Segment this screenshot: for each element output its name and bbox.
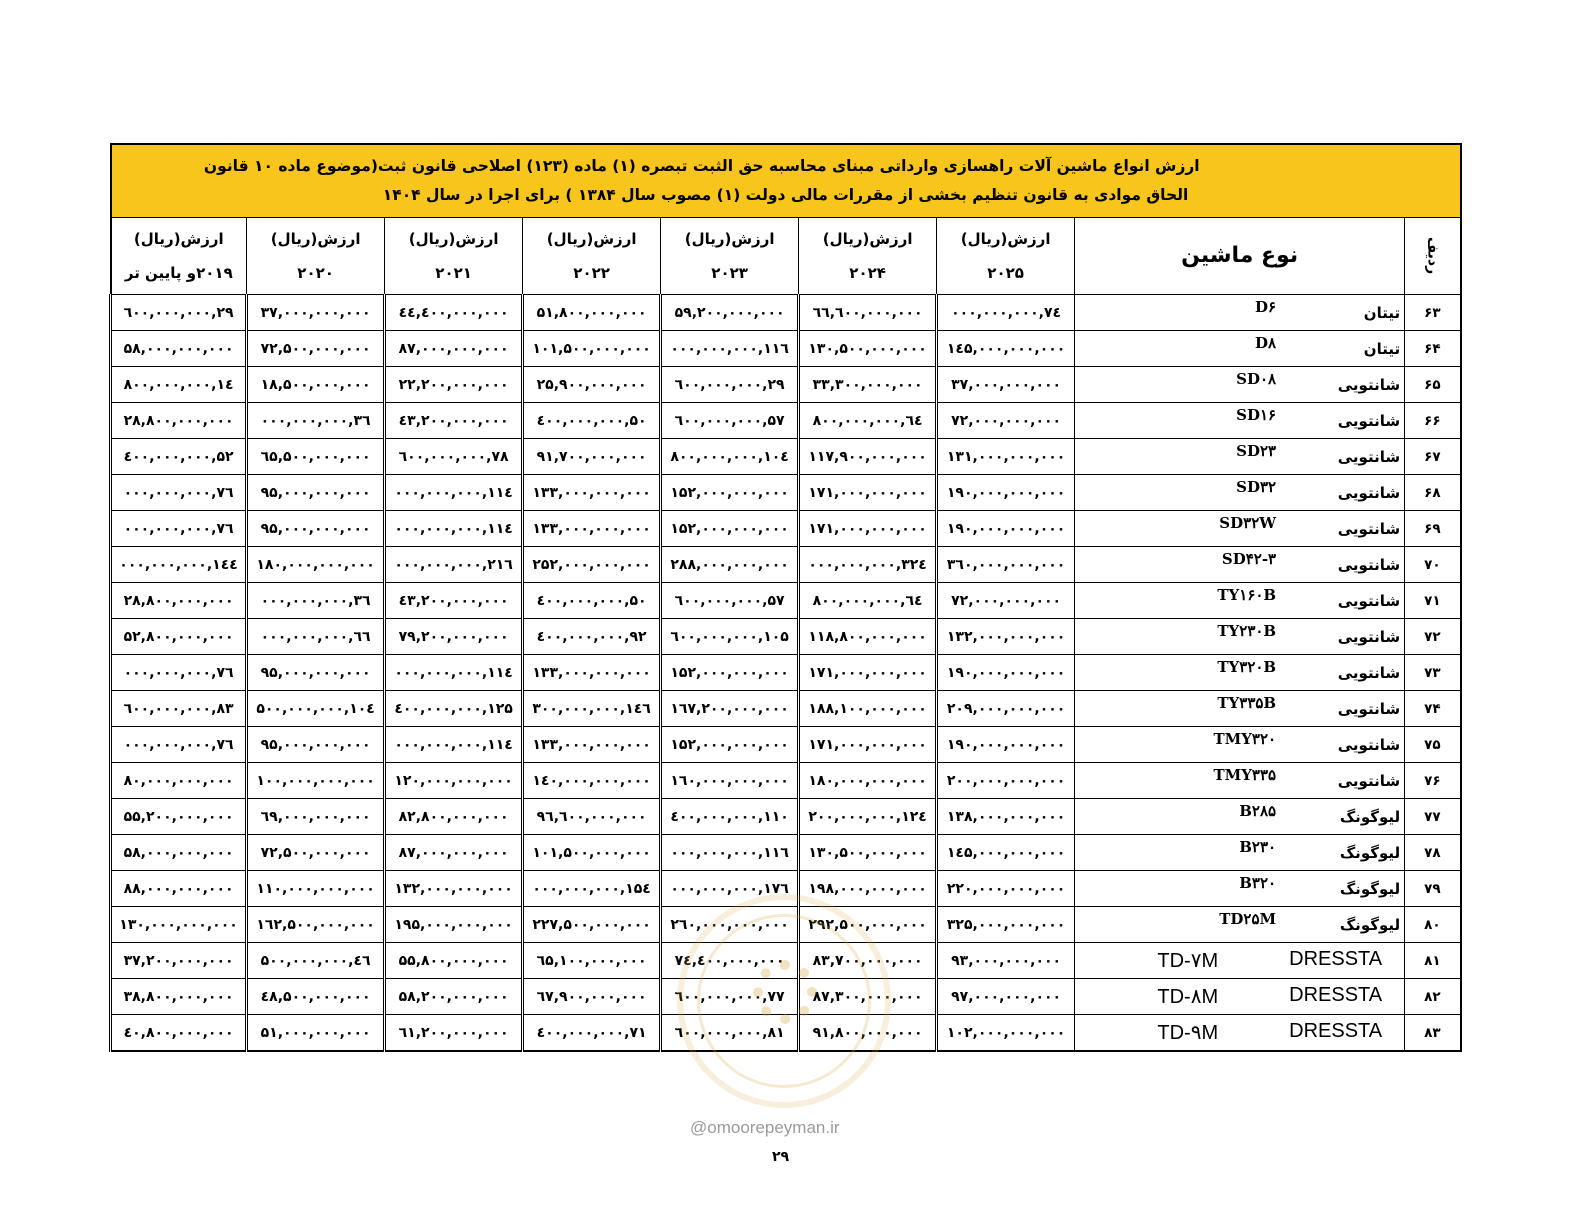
machine-type-cell: [1075, 331, 1405, 367]
value-cell: ۷٦,۰۰۰,۰۰۰,۰۰۰: [111, 655, 247, 691]
table-row: [111, 763, 1461, 799]
table-body: [111, 295, 1461, 1052]
value-cell: ۹۵,۰۰۰,۰۰۰,۰۰۰: [247, 727, 385, 763]
machine-model: SD۱۶: [1236, 406, 1277, 424]
machine-model: TD-۹M: [1157, 1022, 1219, 1044]
value-cell: ٦٤,۸۰۰,۰۰۰,۰۰۰: [799, 583, 937, 619]
table-row: [111, 403, 1461, 439]
value-table: [109, 143, 1462, 1052]
value-cell: ۳۷,۰۰۰,۰۰۰,۰۰۰: [247, 295, 385, 331]
machine-model: SD۴۲-۳: [1221, 550, 1277, 568]
value-cell: ۳۳,۳۰۰,۰۰۰,۰۰۰: [799, 367, 937, 403]
machine-maker: تیتان: [1363, 340, 1401, 358]
machine-type-cell: [1075, 583, 1405, 619]
value-cell: ۱۳۱,۰۰۰,۰۰۰,۰۰۰: [937, 439, 1075, 475]
value-cell: ۵۲,۸۰۰,۰۰۰,۰۰۰: [111, 619, 247, 655]
value-cell: ۱۷۱,۰۰۰,۰۰۰,۰۰۰: [799, 511, 937, 547]
table-row: [111, 655, 1461, 691]
title-line-1: ارزش انواع ماشین آلات راهسازی وارداتی مبنای محاسبه حق الثبت تبصره (۱) ماده (۱۲۳) اصلاحی قانون ثبت(موضوع ماده ۱۰ قانون: [203, 157, 1200, 175]
row-index: ۷۹: [1405, 871, 1461, 907]
value-cell: ٦۱,۲۰۰,۰۰۰,۰۰۰: [385, 1015, 523, 1052]
value-cell: ۱٤۰,۰۰۰,۰۰۰,۰۰۰: [523, 763, 661, 799]
row-index: ۶۵: [1405, 367, 1461, 403]
value-cell: ۵۰,٤۰۰,۰۰۰,۰۰۰: [523, 403, 661, 439]
value-cell: ۱۷۱,۰۰۰,۰۰۰,۰۰۰: [799, 727, 937, 763]
machine-maker: شانتویی: [1337, 592, 1401, 610]
value-cell: ۲۹,٦۰۰,۰۰۰,۰۰۰: [661, 367, 799, 403]
row-index: ۶۸: [1405, 475, 1461, 511]
machine-type-cell: [1075, 835, 1405, 871]
table-row: [111, 727, 1461, 763]
machine-model: TMY۳۲۰: [1213, 730, 1277, 748]
value-cell: ٦٦,٦۰۰,۰۰۰,۰۰۰: [799, 295, 937, 331]
value-cell: ۹۵,۰۰۰,۰۰۰,۰۰۰: [247, 655, 385, 691]
table-row: [111, 439, 1461, 475]
machine-maker: شانتویی: [1337, 556, 1401, 574]
machine-maker: شانتویی: [1337, 736, 1401, 754]
value-cell: ۵۸,۰۰۰,۰۰۰,۰۰۰: [111, 331, 247, 367]
machine-type-cell: [1075, 475, 1405, 511]
value-cell: ۵۹,۲۰۰,۰۰۰,۰۰۰: [661, 295, 799, 331]
value-cell: ۸۱,٦۰۰,۰۰۰,۰۰۰: [661, 1015, 799, 1052]
machine-model: TD-۸M: [1157, 986, 1219, 1008]
table-row: [111, 943, 1461, 979]
value-cell: ۳٦,۰۰۰,۰۰۰,۰۰۰: [247, 583, 385, 619]
machine-maker: لیوگونگ: [1339, 880, 1401, 898]
value-cell: ۱۸,۵۰۰,۰۰۰,۰۰۰: [247, 367, 385, 403]
machine-model: TD-۷M: [1157, 950, 1219, 972]
value-cell: ۱۵۲,۰۰۰,۰۰۰,۰۰۰: [661, 511, 799, 547]
table-row: [111, 979, 1461, 1015]
value-cell: ۱٦۰,۰۰۰,۰۰۰,۰۰۰: [661, 763, 799, 799]
value-cell: ٤۰,۸۰۰,۰۰۰,۰۰۰: [111, 1015, 247, 1052]
machine-model: D۸: [1255, 334, 1277, 352]
value-cell: ۱٤٤,۰۰۰,۰۰۰,۰۰۰: [111, 547, 247, 583]
value-cell: ۱۳۳,۰۰۰,۰۰۰,۰۰۰: [523, 655, 661, 691]
table-row: [111, 475, 1461, 511]
value-cell: ۱٤٦,۳۰۰,۰۰۰,۰۰۰: [523, 691, 661, 727]
row-index: ۸۳: [1405, 1015, 1461, 1052]
header-value-4: [385, 218, 523, 295]
table-row: [111, 871, 1461, 907]
value-table-container: [109, 143, 1459, 1052]
row-index: ۷۱: [1405, 583, 1461, 619]
machine-type-cell: [1075, 547, 1405, 583]
value-cell: ۷٦,۰۰۰,۰۰۰,۰۰۰: [111, 727, 247, 763]
value-cell: ۹٦,٦۰۰,۰۰۰,۰۰۰: [523, 799, 661, 835]
header-year: ۲۰۲۵: [987, 264, 1024, 282]
value-cell: ۱۱٦,۰۰۰,۰۰۰,۰۰۰: [661, 331, 799, 367]
header-value-label: ارزش(ریال): [133, 230, 224, 248]
row-index: ۶۹: [1405, 511, 1461, 547]
value-cell: ۱۵٤,۰۰۰,۰۰۰,۰۰۰: [523, 871, 661, 907]
value-cell: ۹۲,٤۰۰,۰۰۰,۰۰۰: [523, 619, 661, 655]
value-cell: ۷٦,۰۰۰,۰۰۰,۰۰۰: [111, 511, 247, 547]
value-cell: ۱۸۸,۱۰۰,۰۰۰,۰۰۰: [799, 691, 937, 727]
value-cell: ۲۵,۹۰۰,۰۰۰,۰۰۰: [523, 367, 661, 403]
value-cell: ۲٦۰,۰۰۰,۰۰۰,۰۰۰: [661, 907, 799, 943]
value-cell: ۱۲۰,۰۰۰,۰۰۰,۰۰۰: [385, 763, 523, 799]
table-row: [111, 691, 1461, 727]
value-cell: ٦۷,۹۰۰,۰۰۰,۰۰۰: [523, 979, 661, 1015]
value-cell: ۳۲۵,۰۰۰,۰۰۰,۰۰۰: [937, 907, 1075, 943]
value-cell: ۸۳,٦۰۰,۰۰۰,۰۰۰: [111, 691, 247, 727]
value-cell: ۲۸۸,۰۰۰,۰۰۰,۰۰۰: [661, 547, 799, 583]
value-cell: ۱۷٦,۰۰۰,۰۰۰,۰۰۰: [661, 871, 799, 907]
value-cell: ۱۷۱,۰۰۰,۰۰۰,۰۰۰: [799, 475, 937, 511]
value-cell: ۲۲,۲۰۰,۰۰۰,۰۰۰: [385, 367, 523, 403]
value-cell: ۲۲۷,۵۰۰,۰۰۰,۰۰۰: [523, 907, 661, 943]
row-index: ۷۵: [1405, 727, 1461, 763]
header-value-6: [111, 218, 247, 295]
machine-model: B۳۲۰: [1239, 874, 1277, 892]
value-cell: ۸۳,۷۰۰,۰۰۰,۰۰۰: [799, 943, 937, 979]
machine-maker: لیوگونگ: [1339, 916, 1401, 934]
row-index: ۸۱: [1405, 943, 1461, 979]
table-row: [111, 547, 1461, 583]
header-year: ۲۰۲۰: [297, 264, 334, 282]
row-index: ۷۶: [1405, 763, 1461, 799]
value-cell: ۱۱۷,۹۰۰,۰۰۰,۰۰۰: [799, 439, 937, 475]
value-cell: ۱۳۰,۵۰۰,۰۰۰,۰۰۰: [799, 835, 937, 871]
header-value-label: ارزش(ریال): [408, 230, 499, 248]
row-index: ۷۴: [1405, 691, 1461, 727]
value-cell: ٦۹,۰۰۰,۰۰۰,۰۰۰: [247, 799, 385, 835]
value-cell: ۱۸۰,۰۰۰,۰۰۰,۰۰۰: [247, 547, 385, 583]
title-line-2: الحاق موادی به قانون تنظیم بخشی از مقررات مالی دولت (۱) مصوب سال ۱۳۸۴ ) برای اجرا در سال ۱۴۰۴: [382, 186, 1189, 204]
header-value-2: [661, 218, 799, 295]
value-cell: ۲۹۲,۵۰۰,۰۰۰,۰۰۰: [799, 907, 937, 943]
header-machine-type: نوع ماشین: [1075, 218, 1405, 295]
machine-type-cell: [1075, 907, 1405, 943]
table-row: [111, 295, 1461, 331]
value-cell: ۵۸,۲۰۰,۰۰۰,۰۰۰: [385, 979, 523, 1015]
header-year: ۲۰۲۲: [573, 264, 610, 282]
value-cell: ٤۳,۲۰۰,۰۰۰,۰۰۰: [385, 403, 523, 439]
machine-maker: شانتویی: [1337, 628, 1401, 646]
value-cell: ۷۲,۵۰۰,۰۰۰,۰۰۰: [247, 835, 385, 871]
value-cell: ۹۱,۸۰۰,۰۰۰,۰۰۰: [799, 1015, 937, 1052]
machine-model: B۲۳۰: [1239, 838, 1277, 856]
machine-model: SD۳۲W: [1219, 514, 1277, 532]
value-cell: ٤۸,۵۰۰,۰۰۰,۰۰۰: [247, 979, 385, 1015]
machine-type-cell: [1075, 295, 1405, 331]
table-row: [111, 907, 1461, 943]
machine-maker: DRESSTA: [1289, 1020, 1383, 1042]
value-cell: ۲۹,٦۰۰,۰۰۰,۰۰۰: [111, 295, 247, 331]
value-cell: ۷۲,۰۰۰,۰۰۰,۰۰۰: [937, 583, 1075, 619]
machine-model: SD۰۸: [1236, 370, 1277, 388]
row-index: ۶۳: [1405, 295, 1461, 331]
value-cell: ۱٦۲,۵۰۰,۰۰۰,۰۰۰: [247, 907, 385, 943]
value-cell: ۳۷,۰۰۰,۰۰۰,۰۰۰: [937, 367, 1075, 403]
machine-type-cell: [1075, 367, 1405, 403]
row-index: ۸۰: [1405, 907, 1461, 943]
value-cell: ۱۳۳,۰۰۰,۰۰۰,۰۰۰: [523, 475, 661, 511]
value-cell: ۵۰,٤۰۰,۰۰۰,۰۰۰: [523, 583, 661, 619]
table-row: [111, 367, 1461, 403]
value-cell: ۲۰۹,۰۰۰,۰۰۰,۰۰۰: [937, 691, 1075, 727]
row-index: ۷۷: [1405, 799, 1461, 835]
machine-maker: شانتویی: [1337, 700, 1401, 718]
value-cell: ۱۹۰,۰۰۰,۰۰۰,۰۰۰: [937, 655, 1075, 691]
value-cell: ۱۳۲,۰۰۰,۰۰۰,۰۰۰: [385, 871, 523, 907]
header-value-label: ارزش(ریال): [822, 230, 913, 248]
value-cell: ۱۹۰,۰۰۰,۰۰۰,۰۰۰: [937, 727, 1075, 763]
value-cell: ۸۷,۰۰۰,۰۰۰,۰۰۰: [385, 331, 523, 367]
machine-type-cell: [1075, 799, 1405, 835]
header-year: ۲۰۲۴: [849, 264, 886, 282]
value-cell: ۱۰٤,۸۰۰,۰۰۰,۰۰۰: [661, 439, 799, 475]
value-cell: ۱۲٤,۲۰۰,۰۰۰,۰۰۰: [799, 799, 937, 835]
value-cell: ۷٦,۰۰۰,۰۰۰,۰۰۰: [111, 475, 247, 511]
machine-type-cell: [1075, 871, 1405, 907]
value-cell: ۷٤,٤۰۰,۰۰۰,۰۰۰: [661, 943, 799, 979]
value-cell: ۵۷,٦۰۰,۰۰۰,۰۰۰: [661, 583, 799, 619]
header-value-0: [937, 218, 1075, 295]
value-cell: ۱۸۰,۰۰۰,۰۰۰,۰۰۰: [799, 763, 937, 799]
value-cell: ۹۳,۰۰۰,۰۰۰,۰۰۰: [937, 943, 1075, 979]
value-cell: ۱۹۵,۰۰۰,۰۰۰,۰۰۰: [385, 907, 523, 943]
machine-type-cell: [1075, 691, 1405, 727]
row-index: ۷۸: [1405, 835, 1461, 871]
table-row: [111, 1015, 1461, 1052]
machine-type-cell: [1075, 727, 1405, 763]
value-cell: ۱۳۸,۰۰۰,۰۰۰,۰۰۰: [937, 799, 1075, 835]
value-cell: ۸۷,۳۰۰,۰۰۰,۰۰۰: [799, 979, 937, 1015]
value-cell: ۸۸,۰۰۰,۰۰۰,۰۰۰: [111, 871, 247, 907]
row-index: ۷۳: [1405, 655, 1461, 691]
value-cell: ۱۱٦,۰۰۰,۰۰۰,۰۰۰: [661, 835, 799, 871]
value-cell: ۱۹۰,۰۰۰,۰۰۰,۰۰۰: [937, 475, 1075, 511]
value-cell: ۱۱٤,۰۰۰,۰۰۰,۰۰۰: [385, 727, 523, 763]
value-cell: ۱٤,۸۰۰,۰۰۰,۰۰۰: [111, 367, 247, 403]
value-cell: ٤٤,٤۰۰,۰۰۰,۰۰۰: [385, 295, 523, 331]
value-cell: ۷٤,۰۰۰,۰۰۰,۰۰۰: [937, 295, 1075, 331]
value-cell: ۱۷۱,۰۰۰,۰۰۰,۰۰۰: [799, 655, 937, 691]
machine-type-cell: [1075, 655, 1405, 691]
value-cell: ۵۷,٦۰۰,۰۰۰,۰۰۰: [661, 403, 799, 439]
machine-type-cell: [1075, 619, 1405, 655]
header-value-3: [523, 218, 661, 295]
header-year: ۲۰۲۱: [435, 264, 472, 282]
value-cell: ۱۳۳,۰۰۰,۰۰۰,۰۰۰: [523, 727, 661, 763]
machine-model: SD۲۳: [1236, 442, 1277, 460]
value-cell: ۸۲,۸۰۰,۰۰۰,۰۰۰: [385, 799, 523, 835]
value-cell: ۱۹۰,۰۰۰,۰۰۰,۰۰۰: [937, 511, 1075, 547]
header-index: ردیف: [1405, 218, 1461, 295]
machine-model: TMY۳۳۵: [1213, 766, 1277, 784]
value-cell: ۱۳۲,۰۰۰,۰۰۰,۰۰۰: [937, 619, 1075, 655]
value-cell: ۱۳۰,۵۰۰,۰۰۰,۰۰۰: [799, 331, 937, 367]
machine-model: TY۳۳۵B: [1217, 694, 1277, 712]
row-index: ۶۴: [1405, 331, 1461, 367]
value-cell: ٤٦,۵۰۰,۰۰۰,۰۰۰: [247, 943, 385, 979]
value-cell: ۱۳۰,۰۰۰,۰۰۰,۰۰۰: [111, 907, 247, 943]
value-cell: ٦٤,۸۰۰,۰۰۰,۰۰۰: [799, 403, 937, 439]
value-cell: ۲۰۰,۰۰۰,۰۰۰,۰۰۰: [937, 763, 1075, 799]
table-row: [111, 799, 1461, 835]
row-index: ۷۲: [1405, 619, 1461, 655]
machine-type-cell: [1075, 403, 1405, 439]
header-year: ۲۰۱۹و پایین تر: [124, 264, 233, 282]
value-cell: ۵۱,۰۰۰,۰۰۰,۰۰۰: [247, 1015, 385, 1052]
value-cell: ۸۰,۰۰۰,۰۰۰,۰۰۰: [111, 763, 247, 799]
value-cell: ۱۰۲,۰۰۰,۰۰۰,۰۰۰: [937, 1015, 1075, 1052]
value-cell: ۵۵,۸۰۰,۰۰۰,۰۰۰: [385, 943, 523, 979]
value-cell: ۲۸,۸۰۰,۰۰۰,۰۰۰: [111, 403, 247, 439]
machine-maker: شانتویی: [1337, 772, 1401, 790]
value-cell: ۳۸,۸۰۰,۰۰۰,۰۰۰: [111, 979, 247, 1015]
machine-maker: DRESSTA: [1289, 984, 1383, 1006]
machine-type-cell: [1075, 979, 1405, 1015]
machine-model: SD۳۲: [1236, 478, 1277, 496]
value-cell: ۹۵,۰۰۰,۰۰۰,۰۰۰: [247, 511, 385, 547]
machine-type-cell: [1075, 1015, 1405, 1052]
page-number: ۲۹: [772, 1149, 790, 1165]
machine-model: B۲۸۵: [1239, 802, 1277, 820]
value-cell: ۸۷,۰۰۰,۰۰۰,۰۰۰: [385, 835, 523, 871]
header-value-label: ارزش(ریال): [684, 230, 775, 248]
machine-type-cell: [1075, 511, 1405, 547]
value-cell: ۲۱٦,۰۰۰,۰۰۰,۰۰۰: [385, 547, 523, 583]
value-cell: ۷۲,۰۰۰,۰۰۰,۰۰۰: [937, 403, 1075, 439]
machine-maker: لیوگونگ: [1339, 808, 1401, 826]
value-cell: ۱۱۸,۸۰۰,۰۰۰,۰۰۰: [799, 619, 937, 655]
machine-maker: شانتویی: [1337, 664, 1401, 682]
value-cell: ۲۲۰,۰۰۰,۰۰۰,۰۰۰: [937, 871, 1075, 907]
machine-type-cell: [1075, 943, 1405, 979]
value-cell: ۹۷,۰۰۰,۰۰۰,۰۰۰: [937, 979, 1075, 1015]
row-index: ۷۰: [1405, 547, 1461, 583]
value-cell: ۲۸,۸۰۰,۰۰۰,۰۰۰: [111, 583, 247, 619]
value-cell: ۷۲,۵۰۰,۰۰۰,۰۰۰: [247, 331, 385, 367]
value-cell: ۱۲۵,٤۰۰,۰۰۰,۰۰۰: [385, 691, 523, 727]
row-index: ۸۲: [1405, 979, 1461, 1015]
value-cell: ۳۲٤,۰۰۰,۰۰۰,۰۰۰: [799, 547, 937, 583]
value-cell: ٦٦,۰۰۰,۰۰۰,۰۰۰: [247, 619, 385, 655]
value-cell: ۱۱٤,۰۰۰,۰۰۰,۰۰۰: [385, 511, 523, 547]
value-cell: ۱۱٤,۰۰۰,۰۰۰,۰۰۰: [385, 475, 523, 511]
table-row: [111, 619, 1461, 655]
value-cell: ۲۵۲,۰۰۰,۰۰۰,۰۰۰: [523, 547, 661, 583]
row-index: ۶۷: [1405, 439, 1461, 475]
machine-model: TY۲۳۰B: [1217, 622, 1277, 640]
value-cell: ۱۰٤,۵۰۰,۰۰۰,۰۰۰: [247, 691, 385, 727]
machine-type-cell: [1075, 763, 1405, 799]
value-cell: ۳٦۰,۰۰۰,۰۰۰,۰۰۰: [937, 547, 1075, 583]
machine-model: TY۱۶۰B: [1217, 586, 1277, 604]
value-cell: ۱۰۵,٦۰۰,۰۰۰,۰۰۰: [661, 619, 799, 655]
machine-maker: شانتویی: [1337, 520, 1401, 538]
machine-maker: لیوگونگ: [1339, 844, 1401, 862]
value-cell: ۹۵,۰۰۰,۰۰۰,۰۰۰: [247, 475, 385, 511]
value-cell: ۱۰۱,۵۰۰,۰۰۰,۰۰۰: [523, 835, 661, 871]
value-cell: ۷۸,٦۰۰,۰۰۰,۰۰۰: [385, 439, 523, 475]
header-value-5: [247, 218, 385, 295]
value-cell: ۱۱۰,٤۰۰,۰۰۰,۰۰۰: [661, 799, 799, 835]
machine-maker: DRESSTA: [1289, 948, 1383, 970]
value-cell: ۷۱,٤۰۰,۰۰۰,۰۰۰: [523, 1015, 661, 1052]
table-row: [111, 511, 1461, 547]
value-cell: ٦۵,۱۰۰,۰۰۰,۰۰۰: [523, 943, 661, 979]
machine-maker: شانتویی: [1337, 448, 1401, 466]
machine-model: TD۲۵M: [1219, 910, 1277, 928]
value-cell: ۱۱۰,۰۰۰,۰۰۰,۰۰۰: [247, 871, 385, 907]
table-row: [111, 835, 1461, 871]
value-cell: ۱۵۲,۰۰۰,۰۰۰,۰۰۰: [661, 655, 799, 691]
value-cell: ۳۷,۲۰۰,۰۰۰,۰۰۰: [111, 943, 247, 979]
machine-model: TY۳۲۰B: [1217, 658, 1277, 676]
value-cell: ۱۱٤,۰۰۰,۰۰۰,۰۰۰: [385, 655, 523, 691]
value-cell: ۱۰۰,۰۰۰,۰۰۰,۰۰۰: [247, 763, 385, 799]
value-cell: ۹۱,۷۰۰,۰۰۰,۰۰۰: [523, 439, 661, 475]
value-cell: ۳٦,۰۰۰,۰۰۰,۰۰۰: [247, 403, 385, 439]
table-row: [111, 331, 1461, 367]
value-cell: ۱۰۱,۵۰۰,۰۰۰,۰۰۰: [523, 331, 661, 367]
machine-maker: تیتان: [1363, 304, 1401, 322]
value-cell: ۵۱,۸۰۰,۰۰۰,۰۰۰: [523, 295, 661, 331]
value-cell: ۱۳۳,۰۰۰,۰۰۰,۰۰۰: [523, 511, 661, 547]
value-cell: ۱٤۵,۰۰۰,۰۰۰,۰۰۰: [937, 835, 1075, 871]
header-row: [111, 218, 1461, 295]
header-value-label: ارزش(ریال): [546, 230, 637, 248]
header-value-label: ارزش(ریال): [960, 230, 1051, 248]
value-cell: ۱٤۵,۰۰۰,۰۰۰,۰۰۰: [937, 331, 1075, 367]
header-year: ۲۰۲۳: [711, 264, 748, 282]
value-cell: ٦۵,۵۰۰,۰۰۰,۰۰۰: [247, 439, 385, 475]
value-cell: ۵۵,۲۰۰,۰۰۰,۰۰۰: [111, 799, 247, 835]
machine-maker: شانتویی: [1337, 484, 1401, 502]
site-watermark: @omoorepeyman.ir: [690, 1118, 840, 1137]
machine-model: D۶: [1255, 298, 1277, 316]
header-value-label: ارزش(ریال): [270, 230, 361, 248]
value-cell: ۱۵۲,۰۰۰,۰۰۰,۰۰۰: [661, 475, 799, 511]
header-value-1: [799, 218, 937, 295]
value-cell: ۵۲,٤۰۰,۰۰۰,۰۰۰: [111, 439, 247, 475]
value-cell: ۷۹,۲۰۰,۰۰۰,۰۰۰: [385, 619, 523, 655]
table-title: [111, 144, 1461, 218]
machine-type-cell: [1075, 439, 1405, 475]
value-cell: ۱٦۷,۲۰۰,۰۰۰,۰۰۰: [661, 691, 799, 727]
value-cell: ۵۸,۰۰۰,۰۰۰,۰۰۰: [111, 835, 247, 871]
value-cell: ٤۳,۲۰۰,۰۰۰,۰۰۰: [385, 583, 523, 619]
machine-maker: شانتویی: [1337, 376, 1401, 394]
table-row: [111, 583, 1461, 619]
value-cell: ۱۹۸,۰۰۰,۰۰۰,۰۰۰: [799, 871, 937, 907]
value-cell: ۷۷,٦۰۰,۰۰۰,۰۰۰: [661, 979, 799, 1015]
row-index: ۶۶: [1405, 403, 1461, 439]
value-cell: ۱۵۲,۰۰۰,۰۰۰,۰۰۰: [661, 727, 799, 763]
machine-maker: شانتویی: [1337, 412, 1401, 430]
